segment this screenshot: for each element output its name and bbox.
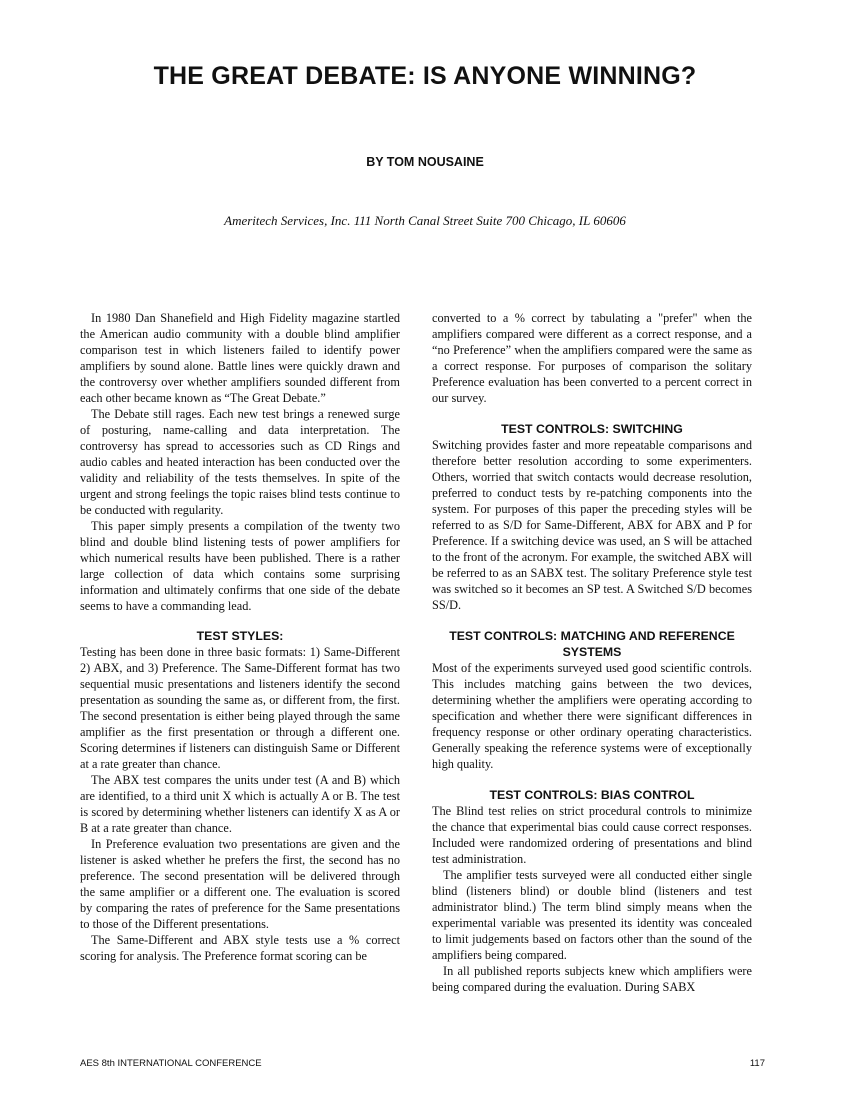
affiliation-line: Ameritech Services, Inc. 111 North Canal Street Suite 700 Chicago, IL 60606 <box>224 213 626 228</box>
paragraph-matching: Most of the experiments surveyed used good scientific controls. This includes matching gains between the two devices, determining whether the amplifiers were operating according to specification and whether there were significant differences in frequency response or other ordinary operating characteristics. Generally speaking the reference systems were of exceptionally high quality. <box>432 661 752 771</box>
paragraph-bias: The Blind test relies on strict procedural controls to minimize the chance that experimental bias could cause correct responses. Included were randomized ordering of presentations and blind test administration. <box>432 804 752 866</box>
paragraph-abx: The ABX test compares the units under test (A and B) which are identified, to a third unit X which is actually A or B. The test is scored by determining whether listeners can identify X as A or B at a rate greater than chance. <box>80 773 400 835</box>
paragraph-preference: In Preference evaluation two presentations are given and the listener is asked whether he prefers the first, the second has no preference. The second presentation will be delivered through the same amplifier or a different one. The evaluation is scored by comparing the rates of preference for the Same presentations to those of the Different presentations. <box>80 837 400 931</box>
heading-switching: TEST CONTROLS: SWITCHING <box>501 422 683 436</box>
heading-matching: TEST CONTROLS: MATCHING AND REFERENCE SYSTEMS <box>449 629 735 659</box>
paragraph-intro: In 1980 Dan Shanefield and High Fidelity magazine startled the American audio community with a double blind amplifier comparison test in which listeners failed to identify power amplifiers by sound alone. Battle lines were quickly drawn and the controversy over whether amplifiers sounded different from each other became known as “The Great Debate.” <box>80 311 400 405</box>
paragraph-formats: Testing has been done in three basic formats: 1) Same-Different 2) ABX, and 3) Preference. The Same-Different format has two sequential music presentations and listeners identify the second presentation as sounding the same as, or different from, the first. The second presentation is either being played through the same amplifier as the first presentation or through a different one. Scoring determines if listeners can distinguish Same or Different at a rate greater than chance. <box>80 645 400 771</box>
paragraph-switching: Switching provides faster and more repeatable comparisons and therefore better resolution according to some experimenters. Others, worried that switch contacts would decrease resolution, preferred to conduct tests by re-patching components into the system. For purposes of this paper the preceding styles will be referred to as S/D for Same-Different, ABX for ABX and P for Preference. If a switching device was used, an S will be attached to the front of the acronym. For example, the switched ABX will be referred to as an SABX test. The solitary Preference style test was switched so it becomes an SP test. A Switched S/D becomes SS/D. <box>432 438 752 612</box>
heading-bias-control: TEST CONTROLS: BIAS CONTROL <box>489 788 695 802</box>
heading-test-styles: TEST STYLES: <box>196 629 284 643</box>
author-line: BY TOM NOUSAINE <box>366 155 484 169</box>
paragraph-scoring: The Same-Different and ABX style tests use a % correct scoring for analysis. The Preference format scoring can be <box>80 933 400 963</box>
paragraph-debate: The Debate still rages. Each new test brings a renewed surge of posturing, name-calling and data interpretation. The controversy has spread to accessories such as CD Rings and audio cables and heated interaction has been conducted over the validity and reliability of the tests themselves. In spite of the urgent and strong feelings the topic raises blind tests continue to be conducted with regularity. <box>80 407 400 517</box>
paragraph-published-reports: In all published reports subjects knew which amplifiers were being compared during the evaluation. During SABX <box>432 964 752 994</box>
paragraph-blind-types: The amplifier tests surveyed were all conducted either single blind (listeners blind) or double blind (listeners and test administrator blind.) The term blind simply means when the experimental variable was presented its identity was concealed to limit judgements based on factors other than the sound of the amplifiers being compared. <box>432 868 752 962</box>
paragraph-percent-correct: converted to a % correct by tabulating a "prefer" when the amplifiers compared were different as a correct response, and a “no Preference” when the amplifiers compared were the same as a correct response. For purposes of comparison the solitary Preference evaluation has been converted to a percent correct in our survey. <box>432 311 752 405</box>
paragraph-compilation: This paper simply presents a compilation of the twenty two blind and double blind listening tests of power amplifiers for which numerical results have been published. There is a rather large collection of data which contains some surprising information and ultimately confirms that one side of the debate seems to have a commanding lead. <box>80 519 400 613</box>
footer-conference: AES 8th INTERNATIONAL CONFERENCE <box>80 1058 262 1069</box>
left-column <box>80 310 400 964</box>
paper-title: THE GREAT DEBATE: IS ANYONE WINNING? <box>153 62 697 90</box>
footer-page-number: 117 <box>749 1058 765 1069</box>
right-column <box>432 310 752 995</box>
